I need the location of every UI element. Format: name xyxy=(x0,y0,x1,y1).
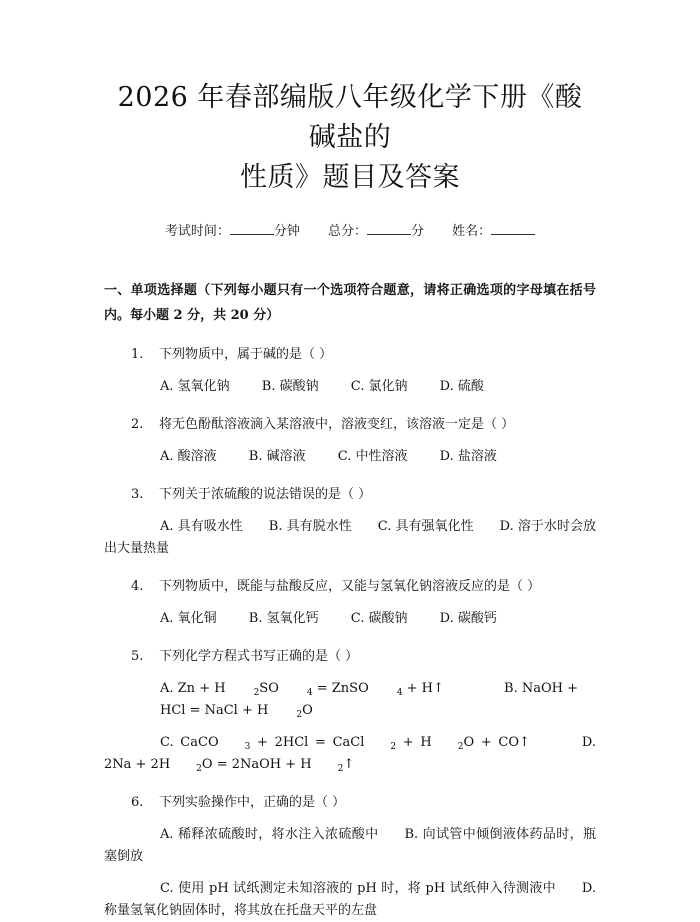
question-6 xyxy=(104,792,596,922)
option-b: B. 氢氧化钙 xyxy=(248,611,319,626)
exam-info xyxy=(104,220,596,242)
question-4 xyxy=(104,576,596,630)
title-line-2: 性质》题目及答案 xyxy=(240,162,460,193)
option-a: A. Zn + H $_2$SO $_4$ = ZnSO $_4$ + H↑ xyxy=(160,681,444,698)
question-number: 4. xyxy=(131,579,144,594)
option-d: D. 2Na + 2H $_2$O = 2NaOH + H $_2$↑ xyxy=(104,735,596,774)
option-b: B. 具有脱水性 xyxy=(268,519,352,534)
question-stem: 将无色酚酞溶液滴入某溶液中，溶液变红，该溶液一定是（ ） xyxy=(159,417,515,432)
option-d: D. 称量氢氧化钠固体时，将其放在托盘天平的左盘 xyxy=(104,881,596,918)
option-a: A. 酸溶液 xyxy=(160,449,217,464)
option-a: A. 稀释浓硫酸时，将水注入浓硫酸中 xyxy=(160,827,379,842)
question-number: 5. xyxy=(131,649,144,664)
question-options xyxy=(104,824,596,868)
title-line-1: 2026 年春部编版八年级化学下册《酸碱盐的 xyxy=(117,82,583,153)
option-c: C. CaCO $_3$ + 2HCl = CaCl $_2$ + H $_2$O + CO↑ xyxy=(160,735,530,752)
exam-time-blank xyxy=(230,220,274,235)
question-options-wrapped xyxy=(104,732,596,776)
question-options xyxy=(104,608,596,630)
question-options xyxy=(104,516,596,560)
question-number: 6. xyxy=(131,795,144,810)
option-c: C. 具有强氧化性 xyxy=(377,519,474,534)
student-name: 姓名： xyxy=(452,224,535,239)
option-b: B. 向试管中倾倒液体药品时，瓶塞倒放 xyxy=(104,827,597,864)
question-options xyxy=(104,446,596,468)
question-options-wrapped xyxy=(104,878,596,922)
option-d: D. 溶于水时会放出大量热量 xyxy=(104,519,596,556)
question-3 xyxy=(104,484,596,560)
question-options xyxy=(104,376,596,398)
question-stem: 下列物质中，既能与盐酸反应，又能与氢氧化钠溶液反应的是（ ） xyxy=(159,579,541,594)
question-stem: 下列化学方程式书写正确的是（ ） xyxy=(159,649,359,664)
question-number: 1. xyxy=(131,347,144,362)
question-stem: 下列物质中，属于碱的是（ ） xyxy=(159,347,333,362)
exam-time: 考试时间： 分钟 xyxy=(165,224,300,239)
question-2 xyxy=(104,414,596,468)
option-a: A. 氢氧化钠 xyxy=(160,379,230,394)
option-c: C. 氯化钠 xyxy=(350,379,408,394)
option-a: A. 氧化铜 xyxy=(160,611,217,626)
section-heading: 一、单项选择题（下列每小题只有一个选项符合题意，请将正确选项的字母填在括号内。每小题 2 分，共 20 分） xyxy=(104,283,596,323)
student-name-blank xyxy=(491,220,535,235)
question-number: 3. xyxy=(131,487,144,502)
option-b: B. NaOH + HCl = NaCl + H $_2$O xyxy=(160,681,578,720)
question-5 xyxy=(104,646,596,776)
option-d: D. 盐溶液 xyxy=(439,449,497,464)
option-b: B. 碱溶液 xyxy=(248,449,306,464)
question-options xyxy=(104,678,596,722)
option-a: A. 具有吸水性 xyxy=(160,519,243,534)
question-number: 2. xyxy=(131,417,144,432)
question-stem: 下列实验操作中，正确的是（ ） xyxy=(159,795,346,810)
question-1 xyxy=(104,344,596,398)
option-b: B. 碳酸钠 xyxy=(261,379,319,394)
total-score-blank xyxy=(367,220,411,235)
option-c: C. 碳酸钠 xyxy=(350,611,408,626)
question-stem: 下列关于浓硫酸的说法错误的是（ ） xyxy=(159,487,372,502)
total-score: 总分： 分 xyxy=(328,224,424,239)
document-title xyxy=(104,0,596,198)
option-c: C. 使用 pH 试纸测定未知溶液的 pH 时，将 pH 试纸伸入待测液中 xyxy=(160,881,556,896)
option-c: C. 中性溶液 xyxy=(337,449,408,464)
option-d: D. 硫酸 xyxy=(439,379,484,394)
option-d: D. 碳酸钙 xyxy=(439,611,497,626)
